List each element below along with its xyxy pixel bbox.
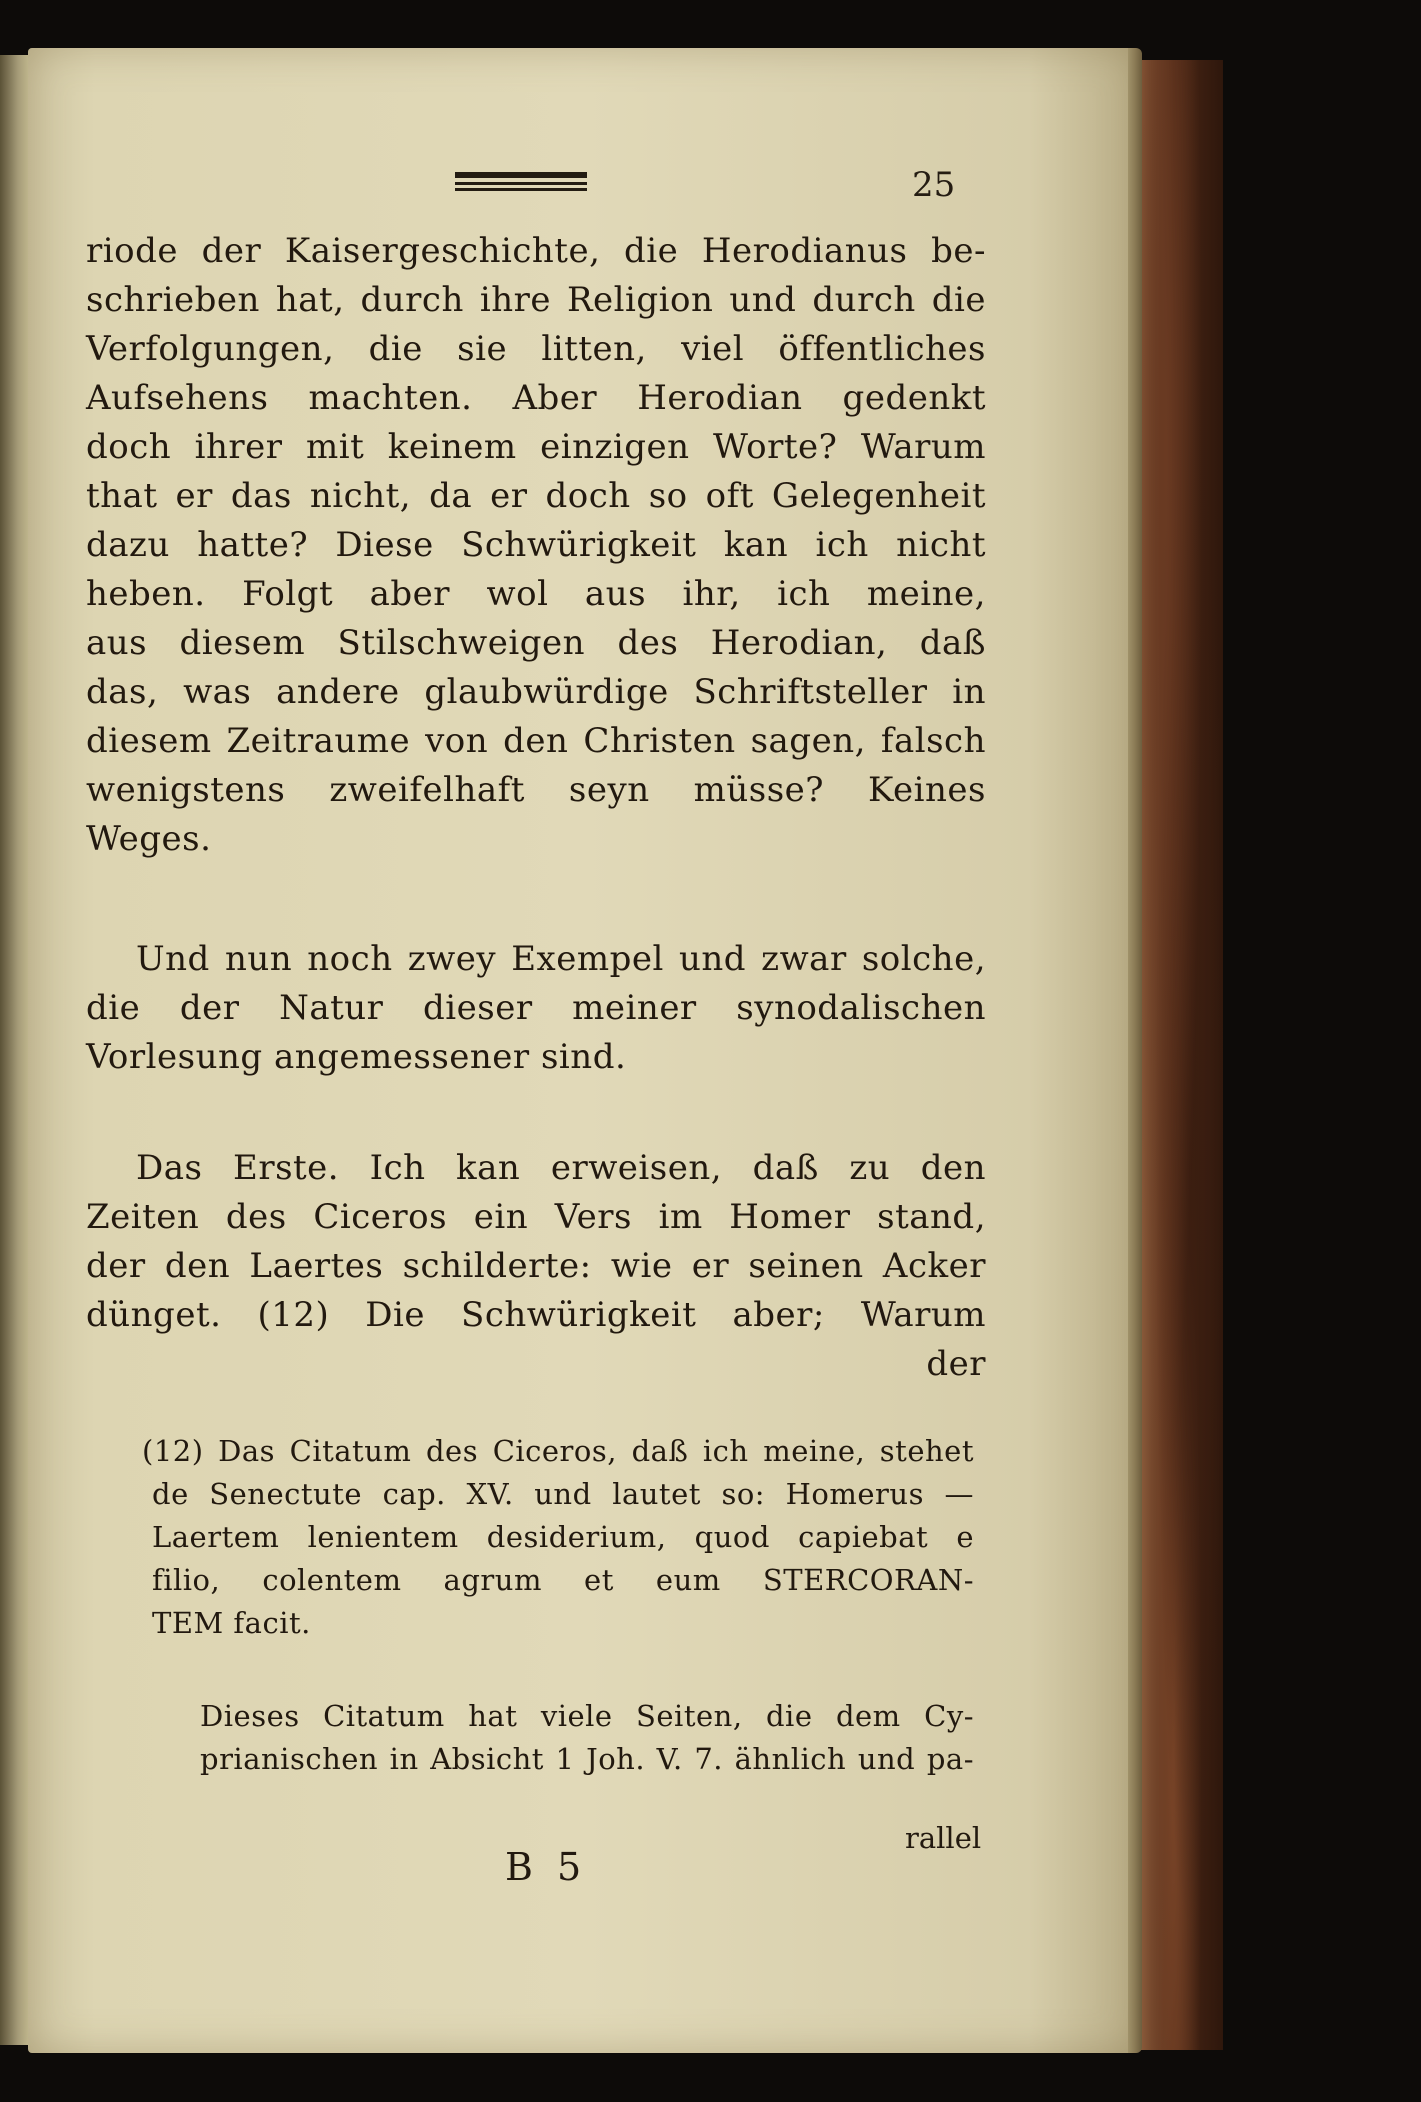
paragraph-3-line: Zeiten des Ciceros ein Vers im Homer stand, xyxy=(86,1197,986,1237)
page-number: 25 xyxy=(912,165,956,205)
footnote-1-line: de Senectute cap. XV. und lautet so: Homerus — xyxy=(152,1477,974,1511)
paragraph-3-line: Das Erste. Ich kan erweisen, daß zu den xyxy=(136,1148,986,1188)
paragraph-1-line: doch ihrer mit keinem einzigen Worte? Warum xyxy=(86,427,986,467)
book-cover xyxy=(1138,60,1223,2050)
footnote-1-line: filio, colentem agrum et eum STERCORAN- xyxy=(152,1563,974,1597)
paragraph-1-line: dazu hatte? Diese Schwürigkeit kan ich nicht xyxy=(86,525,986,565)
paragraph-3-line: der xyxy=(926,1344,986,1384)
footnote-1-line: TEM facit. xyxy=(152,1606,311,1640)
footnote-1-line: Laertem lenientem desiderium, quod capiebat e xyxy=(152,1520,974,1554)
paragraph-1-line: Weges. xyxy=(86,819,212,859)
footnote-2-line: prianischen in Absicht 1 Joh. V. 7. ähnlich und pa- xyxy=(200,1742,974,1776)
footnote-continuation xyxy=(200,1695,974,1781)
signature-mark: B 5 xyxy=(505,1845,588,1889)
footnote-12 xyxy=(142,1430,974,1645)
paragraph-1-line: Verfolgungen, die sie litten, viel öffentliches xyxy=(86,329,986,369)
paragraph-3 xyxy=(86,1144,986,1389)
paragraph-2-line: die der Natur dieser meiner synodalischen xyxy=(86,988,986,1028)
paragraph-3-line: der den Laertes schilderte: wie er seinen Acker xyxy=(86,1246,986,1286)
page-fore-edge xyxy=(1128,48,1142,2053)
paragraph-1-line: wenigstens zweifelhaft seyn müsse? Keines xyxy=(86,770,986,810)
catchword: rallel xyxy=(905,1821,982,1855)
footnote-2-line: Dieses Citatum hat viele Seiten, die dem Cy- xyxy=(200,1699,974,1733)
paragraph-1-line: aus diesem Stilschweigen des Herodian, daß xyxy=(86,623,986,663)
paragraph-1 xyxy=(86,227,986,864)
paragraph-1-line: that er das nicht, da er doch so oft Gelegenheit xyxy=(86,476,986,516)
paragraph-1-line: schrieben hat, durch ihre Religion und durch die xyxy=(86,280,986,320)
footnote-1-line: (12) Das Citatum des Ciceros, daß ich meine, stehet xyxy=(142,1434,974,1468)
paragraph-2-line: Vorlesung angemessener sind. xyxy=(86,1037,627,1077)
paragraph-2-line: Und nun noch zwey Exempel und zwar solche, xyxy=(136,939,986,979)
paragraph-3-line: dünget. (12) Die Schwürigkeit aber; Warum xyxy=(86,1295,986,1335)
paragraph-1-line: das, was andere glaubwürdige Schriftsteller in xyxy=(86,672,986,712)
paragraph-1-line: Aufsehens machten. Aber Herodian gedenkt xyxy=(86,378,986,418)
header-rule xyxy=(455,172,587,192)
paragraph-1-line: diesem Zeitraume von den Christen sagen, falsch xyxy=(86,721,986,761)
previous-page-edge xyxy=(0,55,30,2045)
paragraph-1-line: riode der Kaisergeschichte, die Herodianus be- xyxy=(86,231,986,271)
paragraph-2 xyxy=(86,935,986,1082)
paragraph-1-line: heben. Folgt aber wol aus ihr, ich meine, xyxy=(86,574,986,614)
